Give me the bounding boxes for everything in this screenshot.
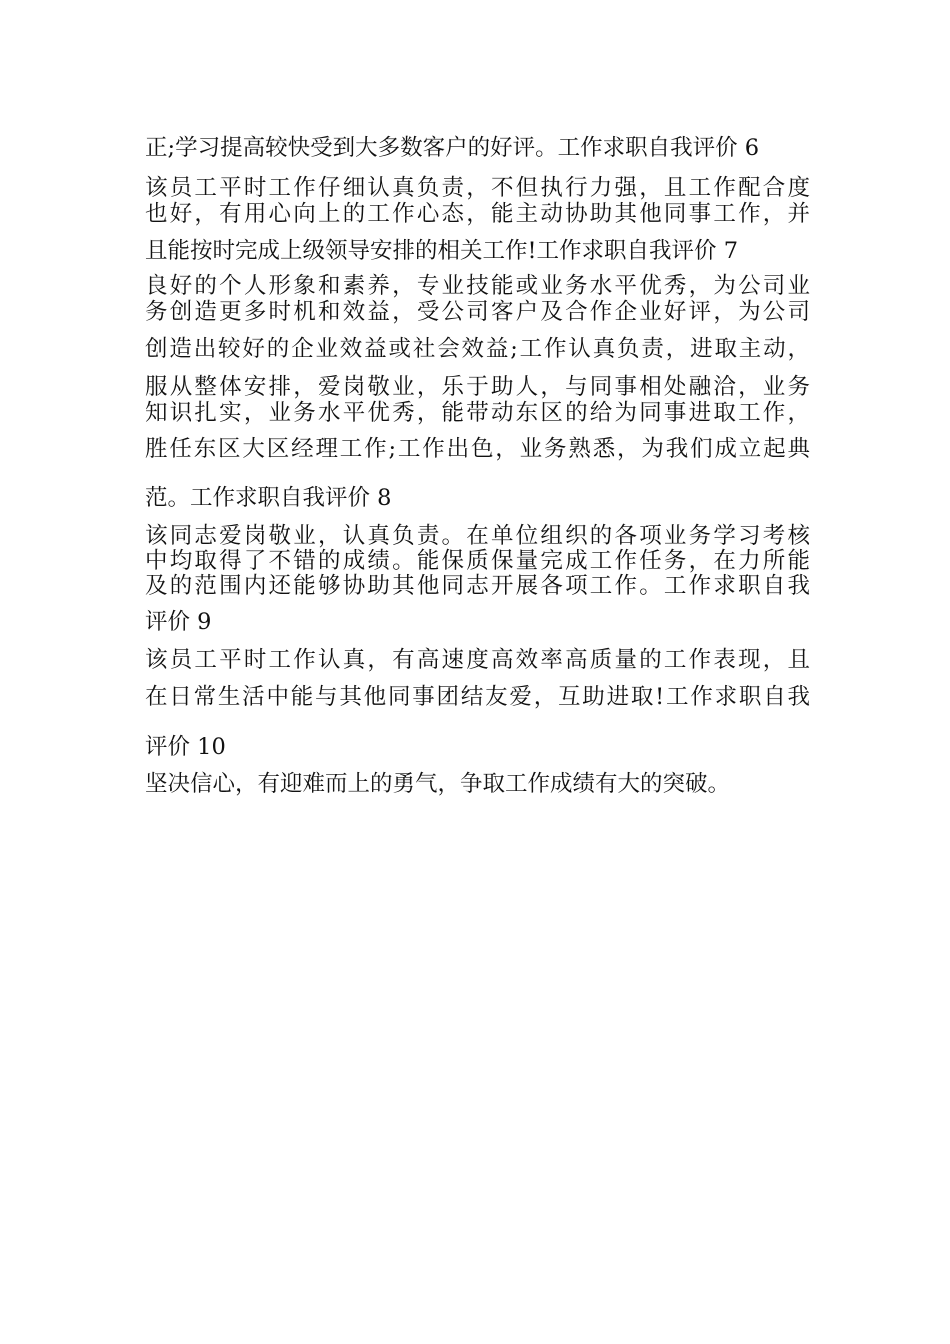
text-line: 及的范围内还能够协助其他同志开展各项工作。工作求职自我 — [145, 573, 810, 599]
text-line: 坚决信心，有迎难而上的勇气，争取工作成绩有大的突破。 — [145, 771, 731, 797]
text-line: 正;学习提高较快受到大多数客户的好评。工作求职自我评价 6 — [145, 135, 760, 161]
text-line: 该同志爱岗敬业，认真负责。在单位组织的各项业务学习考核 — [145, 523, 810, 549]
text-line: 评价 9 — [145, 609, 212, 635]
text-line: 务创造更多时机和效益，受公司客户及合作企业好评，为公司 — [145, 299, 810, 325]
text-line: 评价 10 — [145, 734, 226, 760]
text-line: 胜任东区大区经理工作;工作出色，业务熟悉，为我们成立起典 — [145, 436, 810, 462]
text-line: 在日常生活中能与其他同事团结友爱，互助进取!工作求职自我 — [145, 684, 810, 710]
text-line: 服从整体安排，爱岗敬业，乐于助人，与同事相处融洽，业务 — [145, 374, 810, 400]
text-line: 中均取得了不错的成绩。能保质保量完成工作任务，在力所能 — [145, 548, 810, 574]
text-line: 也好，有用心向上的工作心态，能主动协助其他同事工作，并 — [145, 201, 810, 227]
text-line: 且能按时完成上级领导安排的相关工作!工作求职自我评价 7 — [145, 238, 739, 264]
text-line: 该员工平时工作仔细认真负责，不但执行力强，且工作配合度 — [145, 175, 810, 201]
text-line: 范。工作求职自我评价 8 — [145, 485, 392, 511]
text-line: 知识扎实，业务水平优秀，能带动东区的给为同事进取工作， — [145, 400, 810, 426]
text-line: 良好的个人形象和素养，专业技能或业务水平优秀，为公司业 — [145, 273, 810, 299]
text-line: 创造出较好的企业效益或社会效益;工作认真负责，进取主动， — [145, 336, 810, 362]
text-line: 该员工平时工作认真，有高速度高效率高质量的工作表现，且 — [145, 647, 810, 673]
